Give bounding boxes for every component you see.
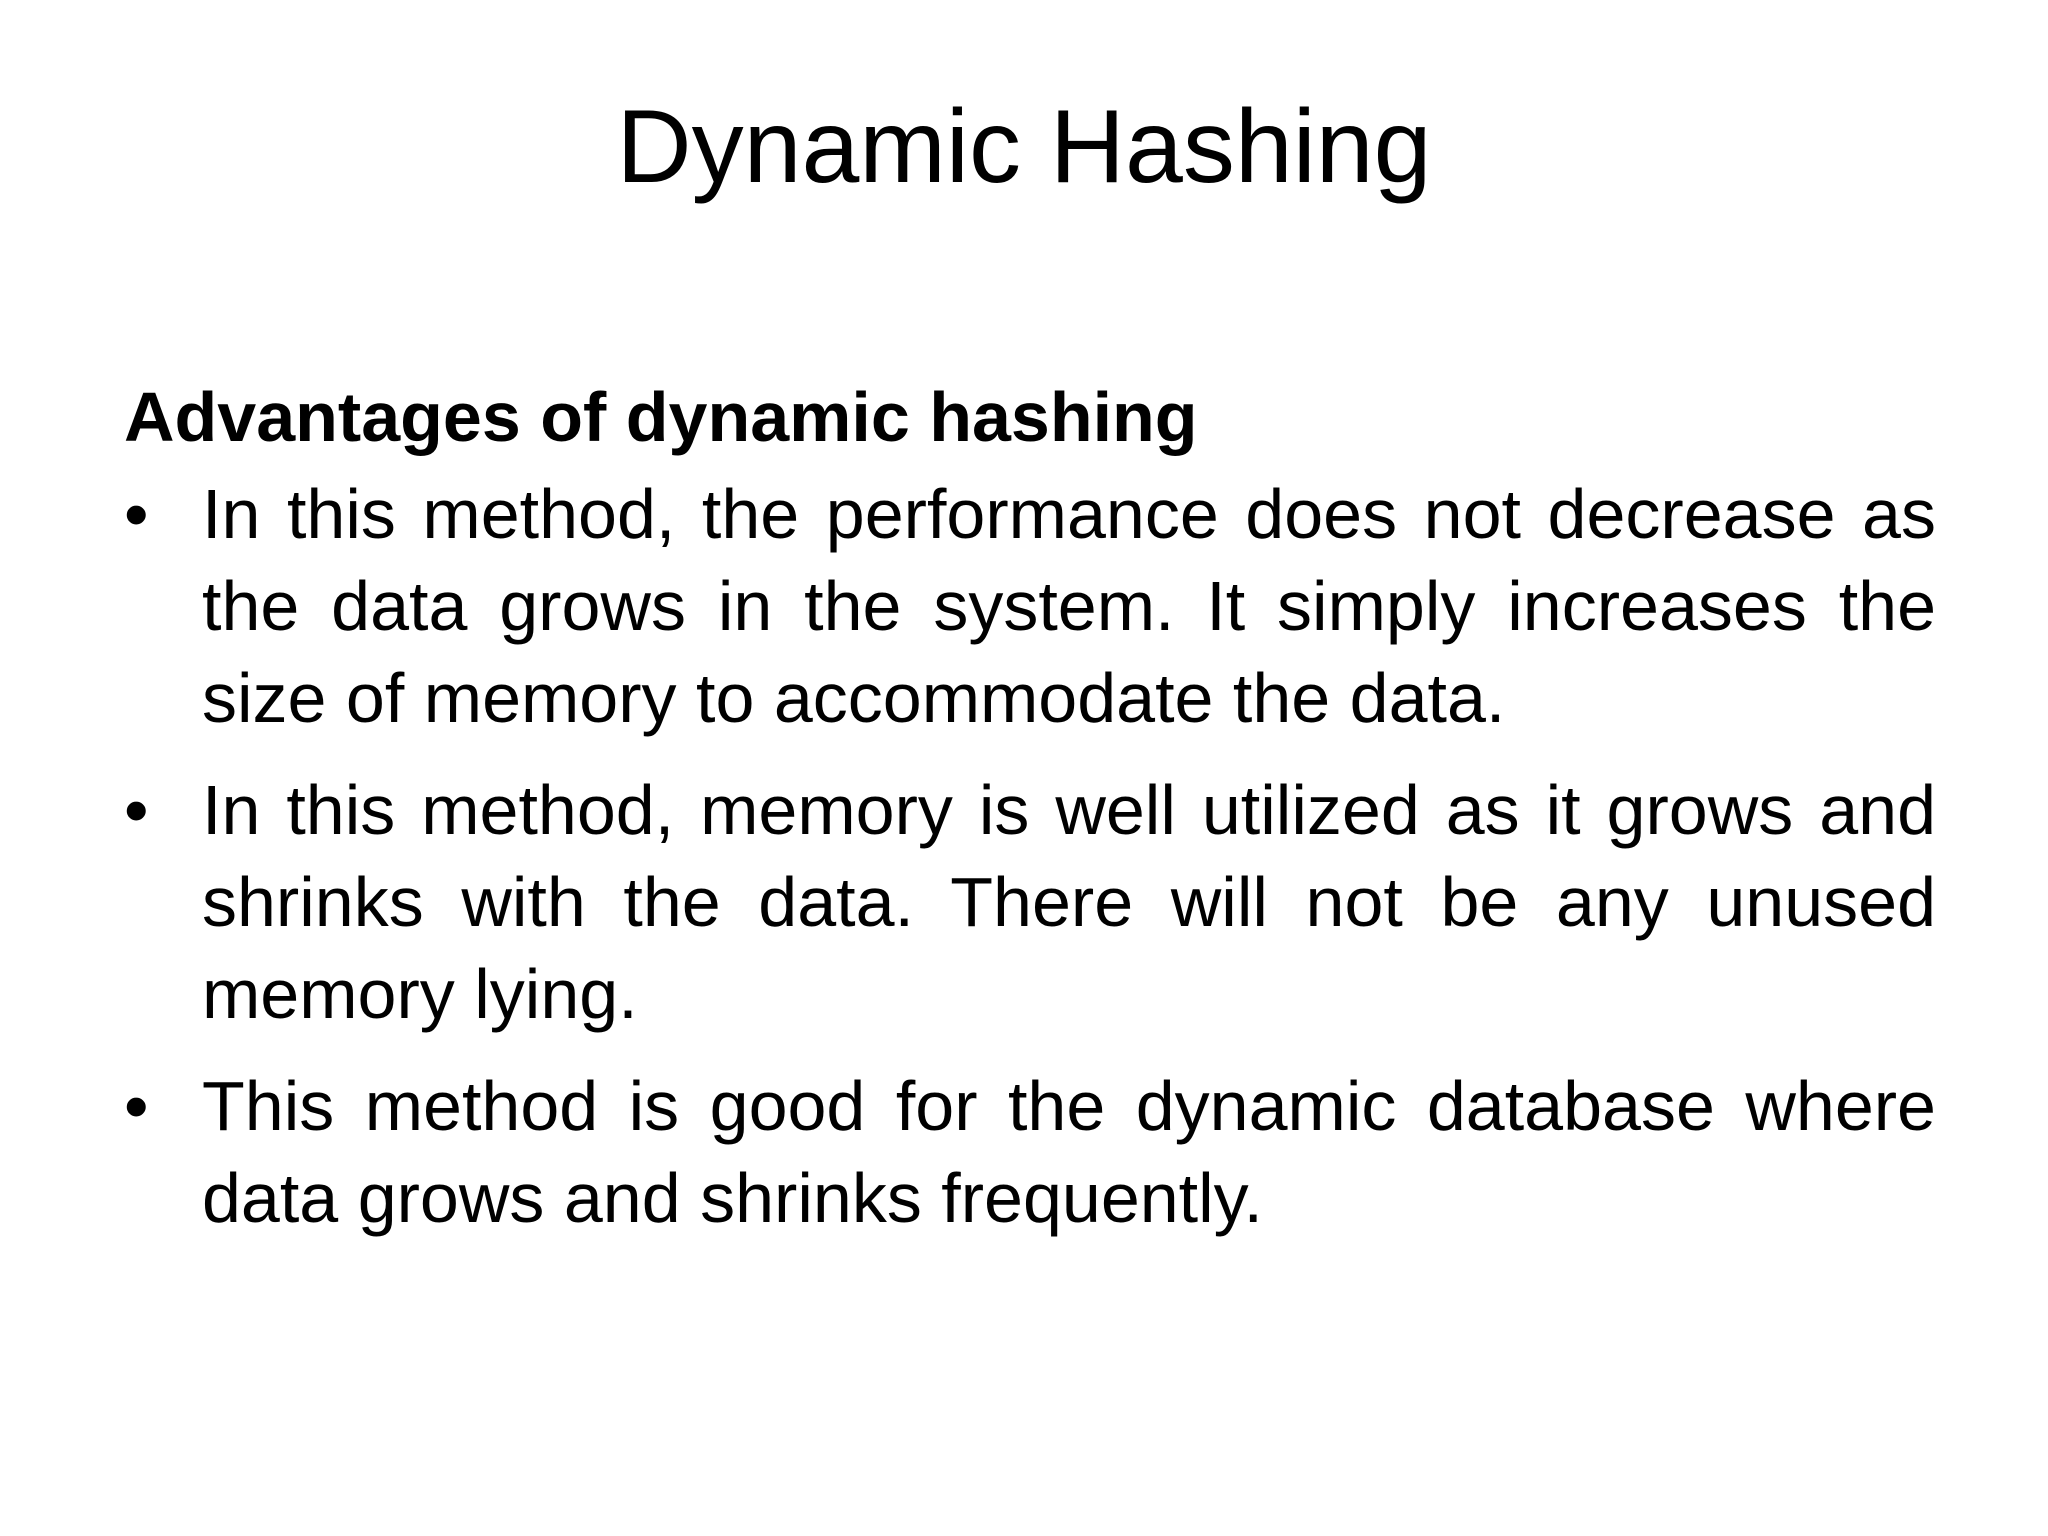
slide-content <box>124 372 1936 1264</box>
bullet-item <box>124 764 1936 1040</box>
bullet-text: In this method, memory is well utilized as it grows and shrinks with the data. There will not be any unused memory lying. <box>202 771 1936 1033</box>
bullet-item <box>124 468 1936 744</box>
bullet-item <box>124 1060 1936 1244</box>
section-heading: Advantages of dynamic hashing <box>124 378 1198 456</box>
bullet-list <box>124 468 1936 1244</box>
bullet-icon: • <box>124 771 149 849</box>
bullet-icon: • <box>124 475 149 553</box>
bullet-text: This method is good for the dynamic database where data grows and shrinks frequently. <box>202 1067 1936 1237</box>
bullet-icon: • <box>124 1067 149 1145</box>
slide-title: Dynamic Hashing <box>616 89 1432 205</box>
bullet-text: In this method, the performance does not decrease as the data grows in the system. It simply increases the size of memory to accommodate the data. <box>202 475 1936 737</box>
